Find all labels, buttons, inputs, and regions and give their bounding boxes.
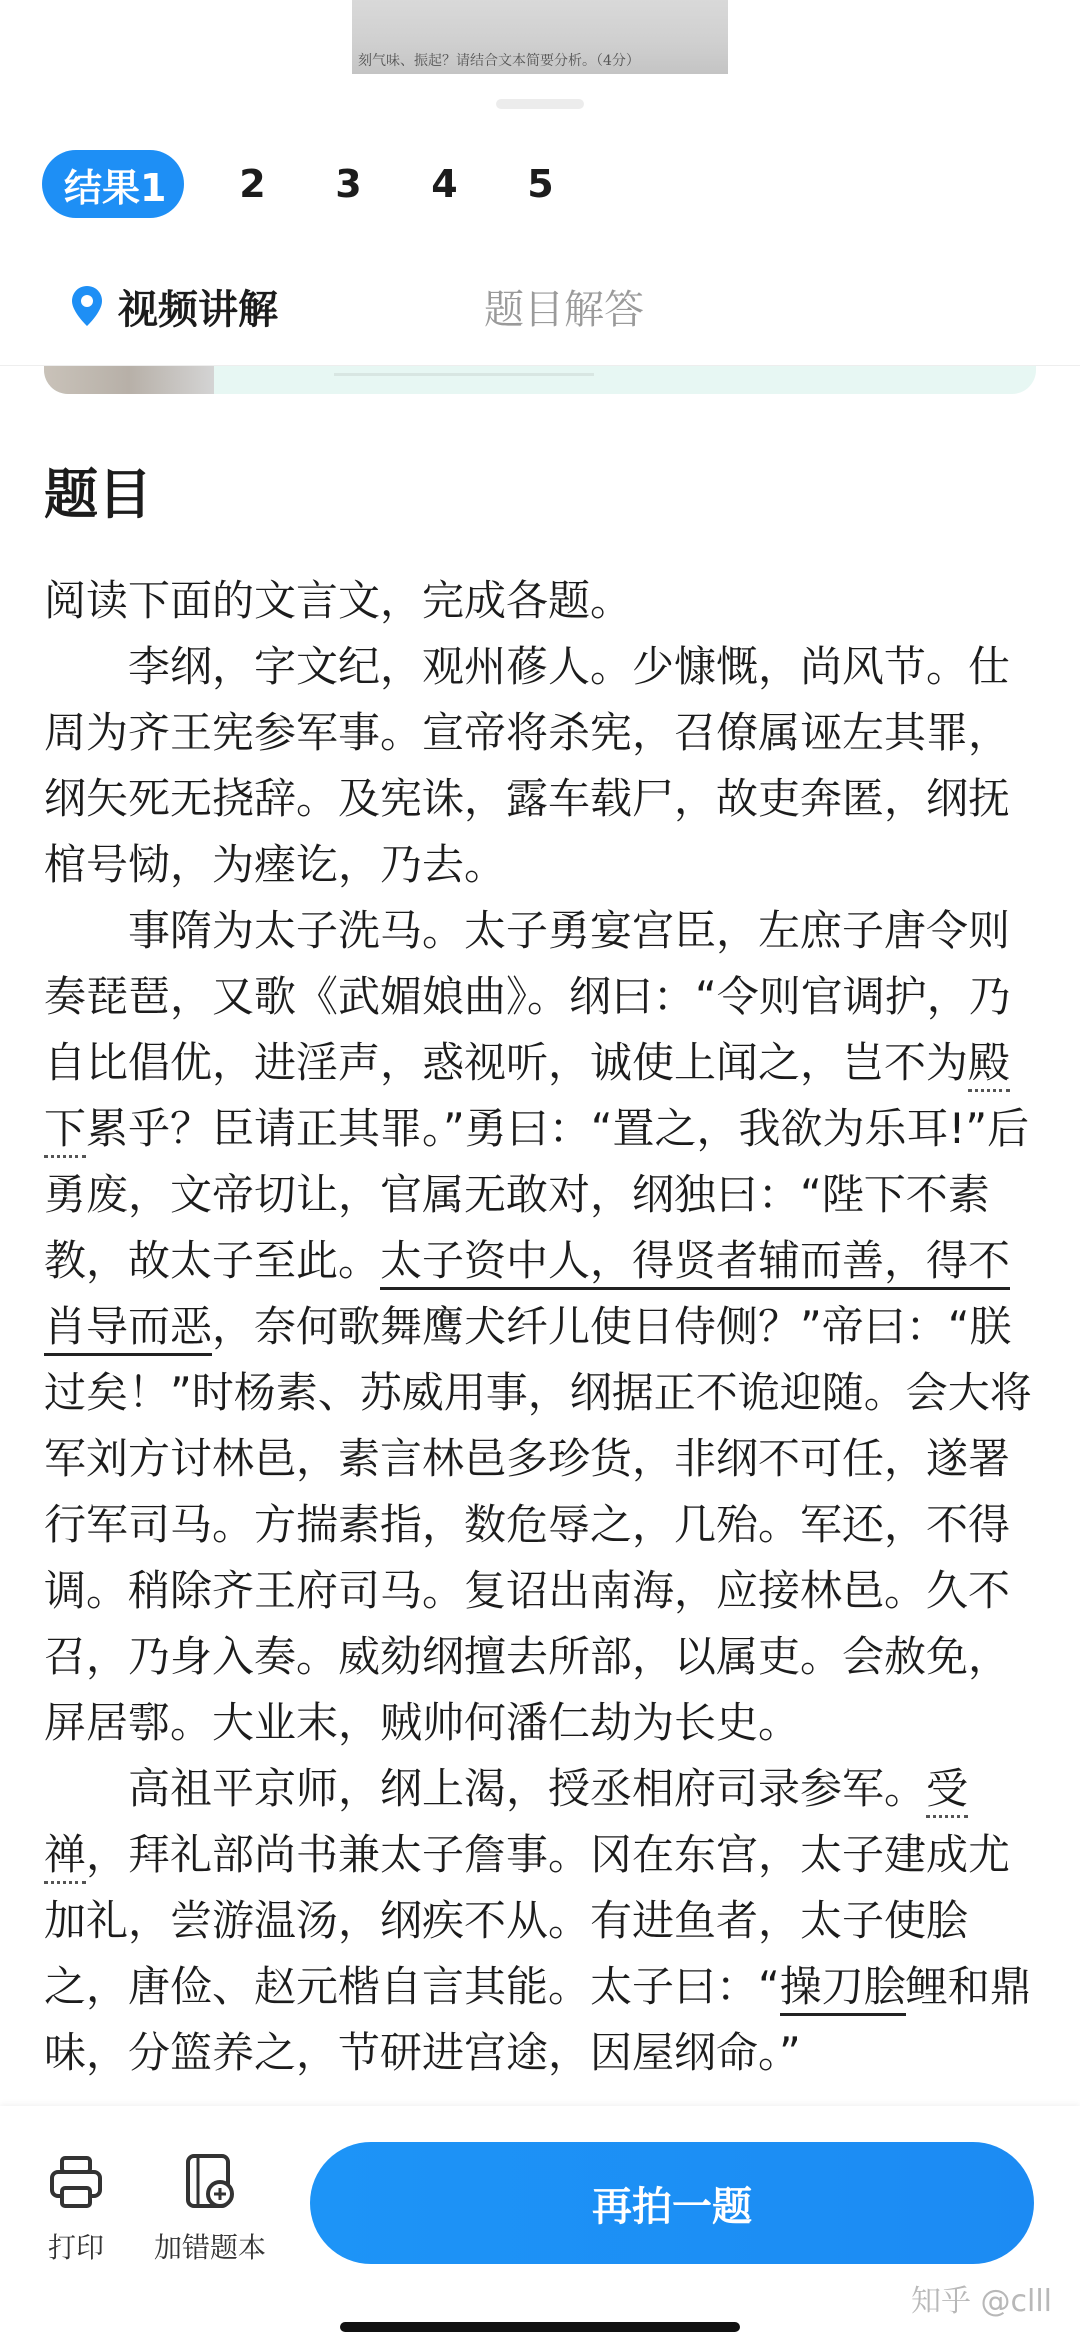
location-pin-icon — [70, 284, 104, 328]
result-tabs — [42, 150, 602, 218]
video-caption-fragment — [334, 366, 594, 376]
watermark: 知乎 @clll — [910, 2284, 1052, 2319]
result-tab-4[interactable]: 4 — [431, 162, 458, 206]
print-button[interactable] — [16, 2152, 136, 2266]
paragraph-2-part-b: 累乎？臣请正其罪。”勇曰：“置之，我欲为乐耳!”后勇废，文帝切让，官属无敢对，纲独曰：“陛下不素教，故太子至此。 — [44, 1104, 1030, 1285]
paragraph-2-part-c: ，奈何歌舞鹰犬纤儿使日侍侧？”帝曰：“朕过矣！”时杨素、苏威用事，纲据正不诡迎随。会大将军刘方讨林邑，素言林邑多珍货，非纲不可任，遂署行军司马。方揣素指，数危辱之，几殆。军还，不得调。稍除齐王府司马。复诏出南海，应接林邑。久不召，乃身入奏。威劾纲擅去所部，以属吏。会赦免，屏居鄠。大业末，贼帅何潘仁劫为长史。 — [44, 1302, 1032, 1747]
question-paragraph-1: 李纲，字文纪，观州蓚人。少慷慨，尚风节。仕周为齐王宪参军事。宣帝将杀宪，召僚属诬左其罪，纲矢死无挠辞。及宪诛，露车载尸，故吏奔匿，纲抚棺号恸，为瘗讫，乃去。 — [44, 642, 1011, 889]
result-tab-1[interactable]: 结果1 — [42, 150, 184, 218]
question-intro: 阅读下面的文言文，完成各题。 — [44, 576, 633, 625]
captured-photo-strip[interactable] — [352, 0, 728, 74]
print-label: 打印 — [47, 2231, 104, 2264]
dotted-term-dianxia: 殿下 — [44, 1038, 1010, 1158]
printer-icon — [48, 2152, 104, 2212]
question-body — [44, 568, 1040, 2086]
dotted-term-shouchan: 受禅 — [44, 1764, 968, 1884]
result-tab-2[interactable]: 2 — [239, 162, 266, 206]
result-tab-5[interactable]: 5 — [527, 162, 554, 206]
paragraph-3-part-b: ，拜礼部尚书兼太子詹事。冈在东宫，太子建成尤加礼，尝游温汤，纲疾不从。有进鱼者，太子使脍之，唐俭、赵元楷自言其能。太子曰：“ — [44, 1830, 1011, 2011]
retake-photo-button[interactable]: 再拍一题 — [310, 2142, 1034, 2264]
tab-video-label: 视频讲解 — [118, 286, 278, 333]
paragraph-2-part-a: 事隋为太子洗马。太子勇宴宫臣，左庶子唐令则奏琵琶，又歌《武媚娘曲》。纲曰：“令则官调护，乃自比倡优，进淫声，惑视听，诚使上闻之，岂不为 — [44, 906, 1011, 1087]
bottom-action-bar — [0, 2106, 1080, 2340]
question-paragraph-3 — [44, 1756, 1040, 2086]
add-notebook-icon — [182, 2152, 238, 2212]
video-thumbnail — [44, 366, 214, 394]
question-heading: 题目 — [44, 463, 152, 526]
underlined-phrase: 操刀脍 — [780, 1962, 906, 2016]
underlined-sentence: 太子资中人，得贤者辅而善，得不肖导而恶 — [44, 1236, 1010, 1356]
video-card[interactable] — [44, 366, 1036, 394]
photo-snippet-text: 刻气味、振起？请结合文本简要分析。（4分） — [358, 53, 640, 69]
result-tab-3[interactable]: 3 — [335, 162, 362, 206]
tab-answer[interactable] — [484, 276, 644, 336]
paragraph-3-part-a: 高祖平京师，纲上渴，授丞相府司录参军。 — [128, 1764, 927, 1813]
section-tabs — [0, 262, 1080, 366]
mistake-book-label: 加错题本 — [153, 2231, 266, 2264]
paragraph-3-part-c: 鲤和鼎味，分篮养之，节研进宫途，因屋纲命。” — [44, 1962, 1032, 2077]
tab-video-explanation[interactable] — [70, 276, 278, 336]
drag-handle[interactable] — [496, 99, 584, 109]
add-to-mistake-book-button[interactable] — [150, 2152, 270, 2266]
tab-answer-label: 题目解答 — [484, 286, 644, 333]
question-paragraph-2 — [44, 898, 1040, 1756]
home-indicator[interactable] — [340, 2322, 740, 2332]
